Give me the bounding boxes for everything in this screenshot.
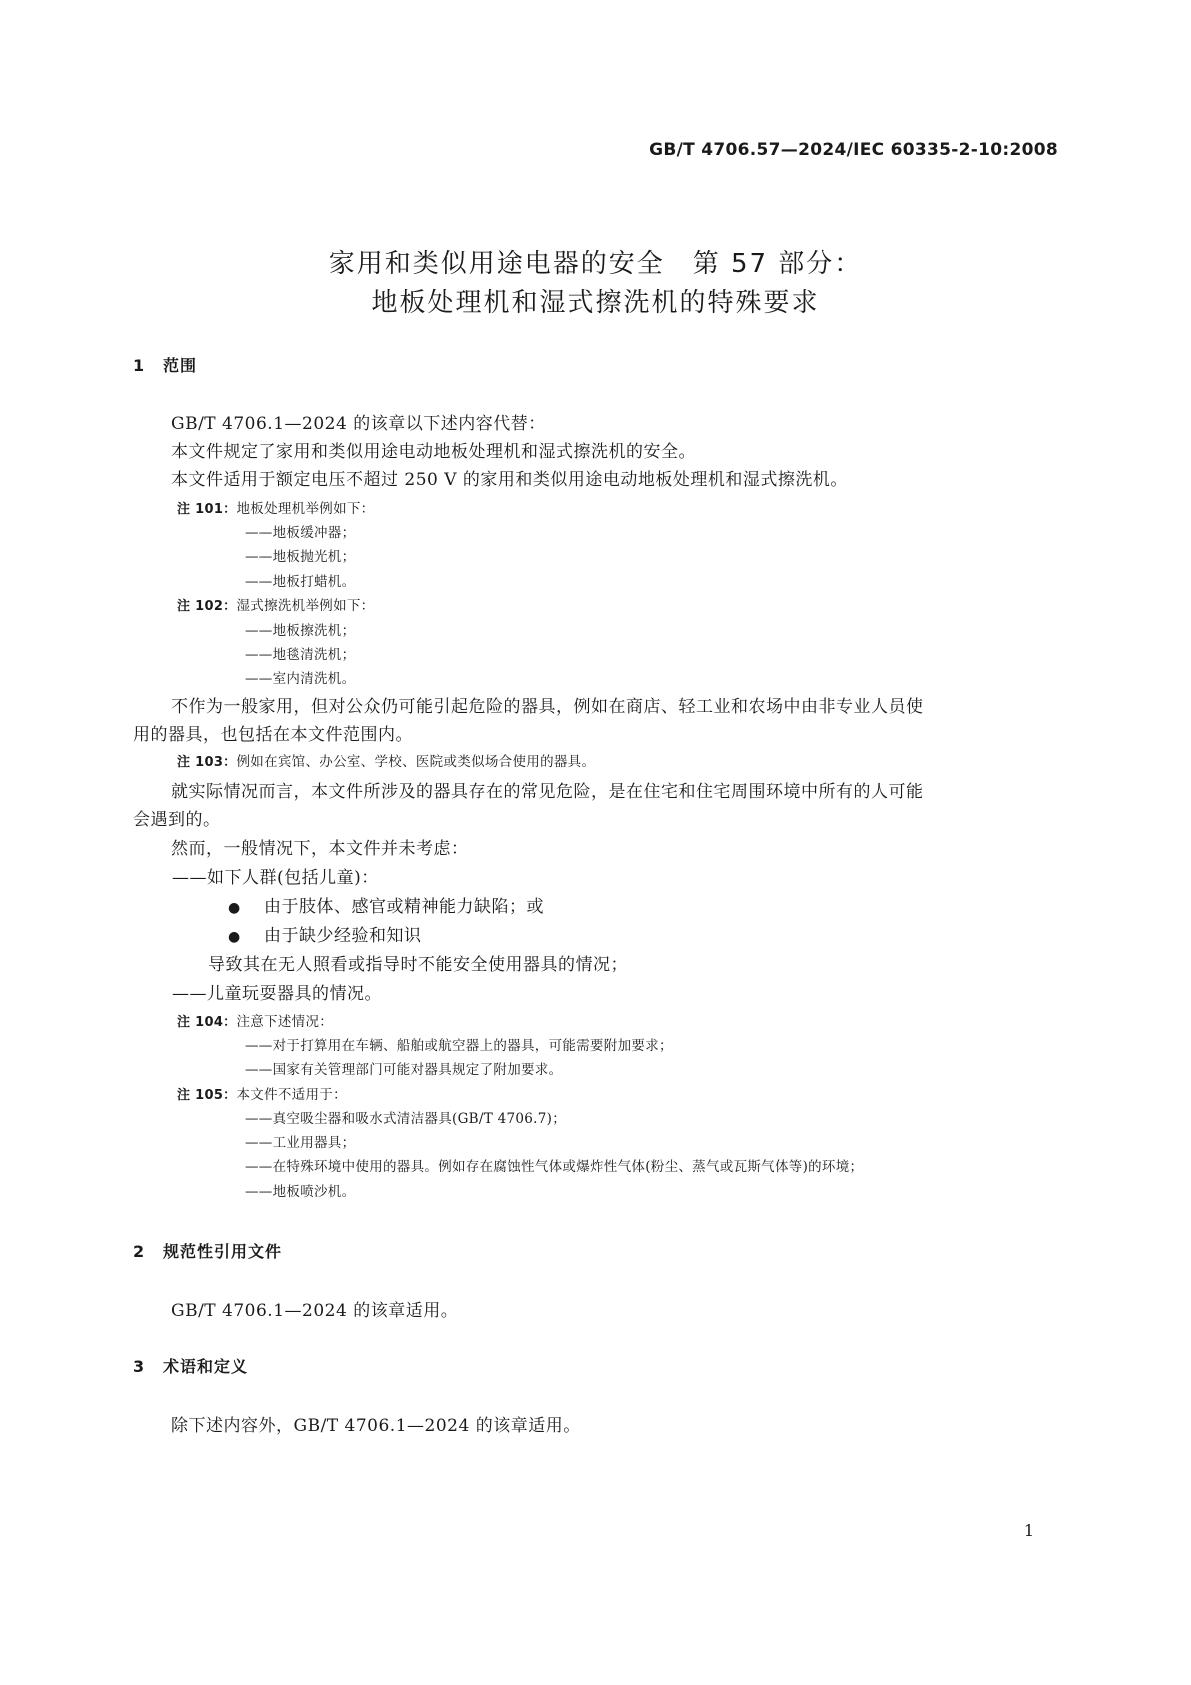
section-title: 规范性引用文件 [163,1242,283,1261]
note-102 [177,594,374,614]
document-title-line1: 家用和类似用途电器的安全 第 57 部分： [328,249,863,279]
bullet-dot-icon: ● [228,900,241,916]
note-label: 注 105： [177,1088,237,1103]
section-2-heading [133,1239,282,1262]
note-text: 例如在宾馆、办公室、学校、医院或类似场合使用的器具。 [236,754,596,770]
note-list-item: ——对于打算用在车辆、船舶或航空器上的器具，可能需要附加要求； [245,1038,673,1054]
note-text: 注意下述情况： [236,1014,334,1030]
section-title: 术语和定义 [163,1357,249,1376]
bullet-text: 由于缺少经验和知识 [264,926,422,946]
section-title: 范围 [163,356,198,375]
note-101 [177,497,374,517]
paragraph: GB/T 4706.1—2024 的该章适用。 [171,1301,459,1321]
dash-item: ——如下人群(包括儿童)： [172,868,379,888]
note-text: 湿式擦洗机举例如下： [236,598,375,614]
note-list-item: ——地板打蜡机。 [245,574,356,590]
paragraph: 本文件规定了家用和类似用途电动地板处理机和湿式擦洗机的安全。 [171,442,696,462]
note-105 [177,1083,347,1103]
bullet-text: 由于肢体、感官或精神能力缺陷；或 [264,897,544,917]
note-label: 注 104： [177,1015,237,1030]
section-1-heading [133,353,197,376]
note-list-item: ——地板擦洗机； [245,623,356,639]
section-number: 3 [133,1357,146,1376]
note-text: 本文件不适用于： [236,1087,347,1103]
bullet-tail: 导致其在无人照看或指导时不能安全使用器具的情况； [208,955,628,975]
note-list-item: ——真空吸尘器和吸水式清洁器具(GB/T 4706.7)； [245,1111,567,1127]
bullet-dot-icon: ● [228,929,241,945]
note-list-item: ——室内清洗机。 [245,671,356,687]
note-label: 注 102： [177,599,237,614]
section-number: 2 [133,1242,146,1261]
paragraph: 本文件适用于额定电压不超过 250 V 的家用和类似用途电动地板处理机和湿式擦洗机。 [171,470,848,490]
note-list-item: ——地板喷沙机。 [245,1184,356,1200]
paragraph-continuation: 用的器具，也包括在本文件范围内。 [133,725,413,745]
note-list-item: ——地板抛光机； [245,549,356,565]
note-list-item: ——在特殊环境中使用的器具。例如存在腐蚀性气体或爆炸性气体(粉尘、蒸气或瓦斯气体等)的环境； [245,1159,864,1175]
paragraph: GB/T 4706.1—2024 的该章以下述内容代替： [171,414,546,434]
note-list-item: ——工业用器具； [245,1135,356,1151]
note-103 [177,750,595,770]
paragraph: 然而，一般情况下，本文件并未考虑： [171,839,469,859]
document-title-line2: 地板处理机和湿式擦洗机的特殊要求 [371,288,820,318]
section-number: 1 [133,356,146,375]
section-3-heading [133,1354,248,1377]
note-list-item: ——地毯清洗机； [245,647,356,663]
note-list-item: ——地板缓冲器； [245,525,356,541]
paragraph: 除下述内容外，GB/T 4706.1—2024 的该章适用。 [171,1416,581,1436]
note-label: 注 101： [177,502,237,517]
paragraph: 不作为一般家用，但对公众仍可能引起危险的器具，例如在商店、轻工业和农场中由非专业人员使 [171,697,924,717]
bullet-item [228,892,544,917]
note-text: 地板处理机举例如下： [236,501,375,517]
standard-code: GB/T 4706.57—2024/IEC 60335-2-10:2008 [649,140,1058,160]
paragraph: 就实际情况而言，本文件所涉及的器具存在的常见危险，是在住宅和住宅周围环境中所有的人可能 [171,782,924,802]
paragraph-continuation: 会遇到的。 [133,810,221,830]
dash-item: ——儿童玩耍器具的情况。 [172,984,382,1004]
note-list-item: ——国家有关管理部门可能对器具规定了附加要求。 [245,1062,563,1078]
bullet-item [228,921,422,946]
page-number: 1 [1023,1521,1034,1540]
note-label: 注 103： [177,755,237,770]
note-104 [177,1010,333,1030]
